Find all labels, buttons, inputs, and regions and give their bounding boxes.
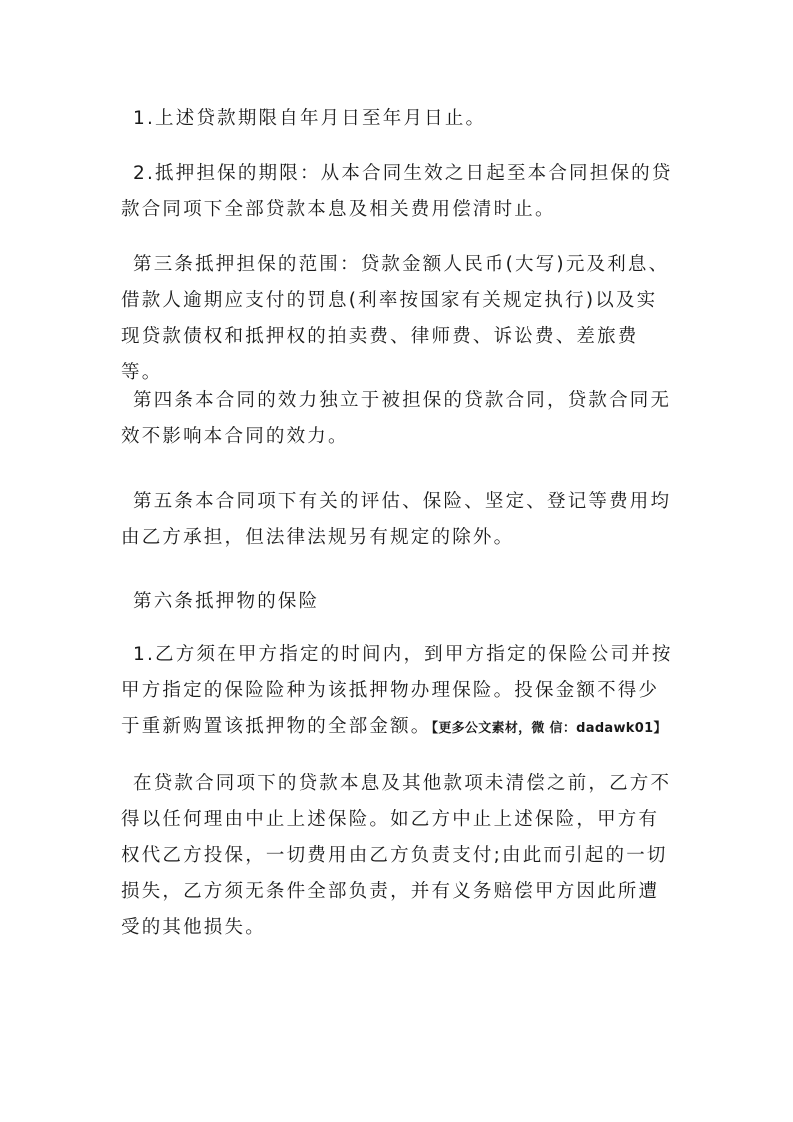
paragraph-article-4: 第四条本合同的效力独立于被担保的贷款合同，贷款合同无效不影响本合同的效力。: [121, 390, 672, 447]
paragraph-article-3: 第三条抵押担保的范围：贷款金额人民币(大写)元及利息、借款人逾期应支付的罚息(利率按国家有关规定执行)以及实现贷款债权和抵押权的拍卖费、律师费、诉讼费、差旅费等。: [121, 254, 670, 383]
insurance-clause-text: 1.乙方须在甲方指定的时间内，到甲方指定的保险公司并按甲方指定的保险险种为该抵押物办理保险。投保金额不得少于重新购置该抵押物的全部金额。: [121, 644, 673, 737]
paragraph-insurance-continuation: 在贷款合同项下的贷款本息及其他款项未清偿之前，乙方不得以任何理由中止上述保险。如乙方中止上述保险，甲方有权代乙方投保，一切费用由乙方负责支付;由此而引起的一切损失，乙方须无条件全部负责，并有义务赔偿甲方因此所遭受的其他损失。: [121, 773, 672, 938]
paragraph-mortgage-term: 2.抵押担保的期限：从本合同生效之日起至本合同担保的贷款合同项下全部贷款本息及相关费用偿清时止。: [121, 163, 673, 220]
paragraph-article-5: 第五条本合同项下有关的评估、保险、坚定、登记等费用均由乙方承担，但法律法规另有规定的除外。: [121, 491, 672, 548]
paragraph-article-6-heading: 第六条抵押物的保险: [133, 591, 320, 612]
paragraph-insurance-clause: [121, 637, 677, 747]
source-note: 【更多公文素材，微 信：dadawk01】: [431, 721, 667, 736]
paragraph-loan-term: 1.上述贷款期限自年月日至年月日止。: [133, 108, 487, 129]
